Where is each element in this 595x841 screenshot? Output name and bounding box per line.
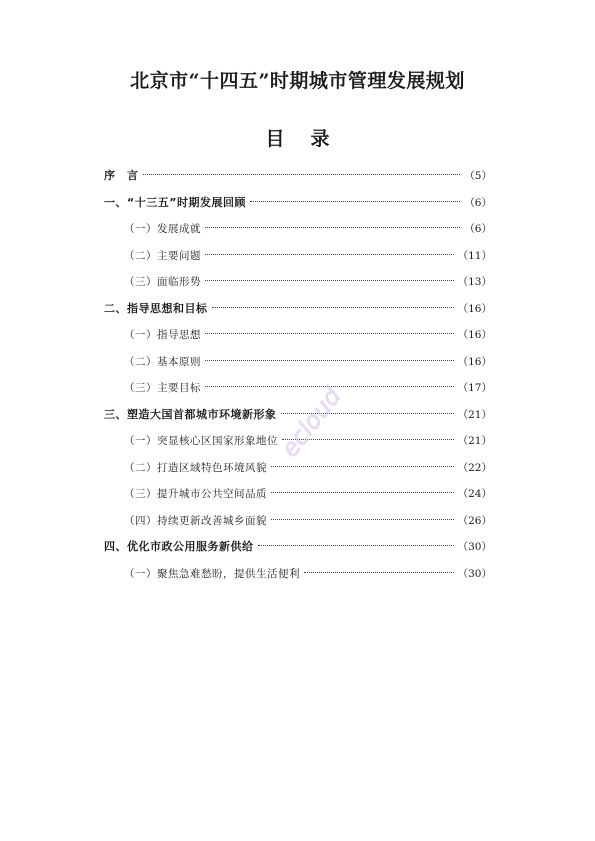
toc-dot-leader <box>143 174 461 175</box>
document-title: 北京市“十四五”时期城市管理发展规划 <box>130 70 465 92</box>
toc-dot-leader <box>205 254 454 255</box>
toc-section-entry[interactable] <box>104 246 492 273</box>
toc-section-entry[interactable] <box>104 564 492 591</box>
toc-entry-label: 四、优化市政公用服务新供给 <box>104 540 254 553</box>
toc-page-number: （16） <box>457 329 492 341</box>
toc-entry-label: （一）发展成就 <box>124 223 201 235</box>
toc-entry-label: 序 言 <box>104 169 139 182</box>
toc-section-entry[interactable] <box>104 378 492 405</box>
toc-dot-leader <box>205 333 454 334</box>
toc-section-entry[interactable] <box>104 431 492 458</box>
toc-page-number: （13） <box>457 276 492 288</box>
toc-entry-label: 三、塑造大国首都城市环境新形象 <box>104 407 277 421</box>
toc-page-number: （16） <box>457 302 492 315</box>
toc-entry-label: （一）指导思想 <box>124 329 201 341</box>
toc-chapter-entry[interactable] <box>104 299 492 326</box>
toc-entry-label: （二）主要问题 <box>124 249 201 262</box>
toc-dot-leader <box>271 466 454 467</box>
toc-page-number: （24） <box>457 488 492 500</box>
toc-dot-leader <box>205 360 454 361</box>
toc-dot-leader <box>271 519 454 520</box>
toc-section-entry[interactable] <box>104 511 492 538</box>
toc-page-number: （30） <box>457 541 492 553</box>
toc-entry-label: 二、指导思想和目标 <box>104 301 208 315</box>
toc-entry-label: （三）提升城市公共空间品质 <box>124 488 267 500</box>
toc-dot-leader <box>282 439 454 440</box>
toc-dot-leader <box>271 492 454 493</box>
toc-page-number: （22） <box>457 461 492 474</box>
toc-dot-leader <box>205 280 454 281</box>
toc-dot-leader <box>212 307 454 308</box>
toc-section-entry[interactable] <box>104 325 492 352</box>
toc-chapter-entry[interactable] <box>104 537 492 564</box>
toc-dot-leader <box>205 386 454 387</box>
toc-entry-label: （一）突显核心区国家形象地位 <box>124 435 278 447</box>
toc-page-number: （26） <box>457 514 492 527</box>
toc-page-number: （5） <box>464 170 492 182</box>
toc-entry-label: （二）打造区域特色环境风貌 <box>124 461 267 474</box>
toc-dot-leader <box>304 572 454 573</box>
toc-section-entry[interactable] <box>104 352 492 379</box>
toc-page-number: （30） <box>457 567 492 580</box>
toc-page-number: （17） <box>457 382 492 394</box>
toc-section-entry[interactable] <box>104 458 492 485</box>
toc-section-entry[interactable] <box>104 272 492 299</box>
toc-chapter-entry[interactable] <box>104 166 492 193</box>
toc-page-number: （16） <box>457 355 492 368</box>
toc-entry-label: （二）基本原则 <box>124 355 201 368</box>
toc-page-number: （21） <box>457 408 492 421</box>
toc-entry-label: 一、“十三五”时期发展回顾 <box>104 195 246 209</box>
toc-section-entry[interactable] <box>104 484 492 511</box>
toc-page-number: （6） <box>464 223 492 235</box>
toc-page-number: （6） <box>464 196 492 209</box>
toc-entry-label: （一）聚焦急难愁盼，提供生活便利 <box>124 567 300 580</box>
toc-section-entry[interactable] <box>104 219 492 246</box>
toc-chapter-entry[interactable] <box>104 405 492 432</box>
toc-heading: 目录 <box>265 128 356 150</box>
toc-entry-label: （三）主要目标 <box>124 382 201 394</box>
toc-dot-leader <box>205 227 460 228</box>
toc-dot-leader <box>250 201 460 202</box>
toc-chapter-entry[interactable] <box>104 193 492 220</box>
toc-dot-leader <box>281 413 454 414</box>
toc-entry-label: （三）面临形势 <box>124 276 201 288</box>
table-of-contents <box>104 166 492 590</box>
svg-text:ecloud: ecloud <box>275 382 347 463</box>
toc-page-number: （11） <box>457 249 492 262</box>
toc-dot-leader <box>258 545 454 546</box>
toc-entry-label: （四）持续更新改善城乡面貌 <box>124 514 267 527</box>
toc-page-number: （21） <box>457 435 492 447</box>
